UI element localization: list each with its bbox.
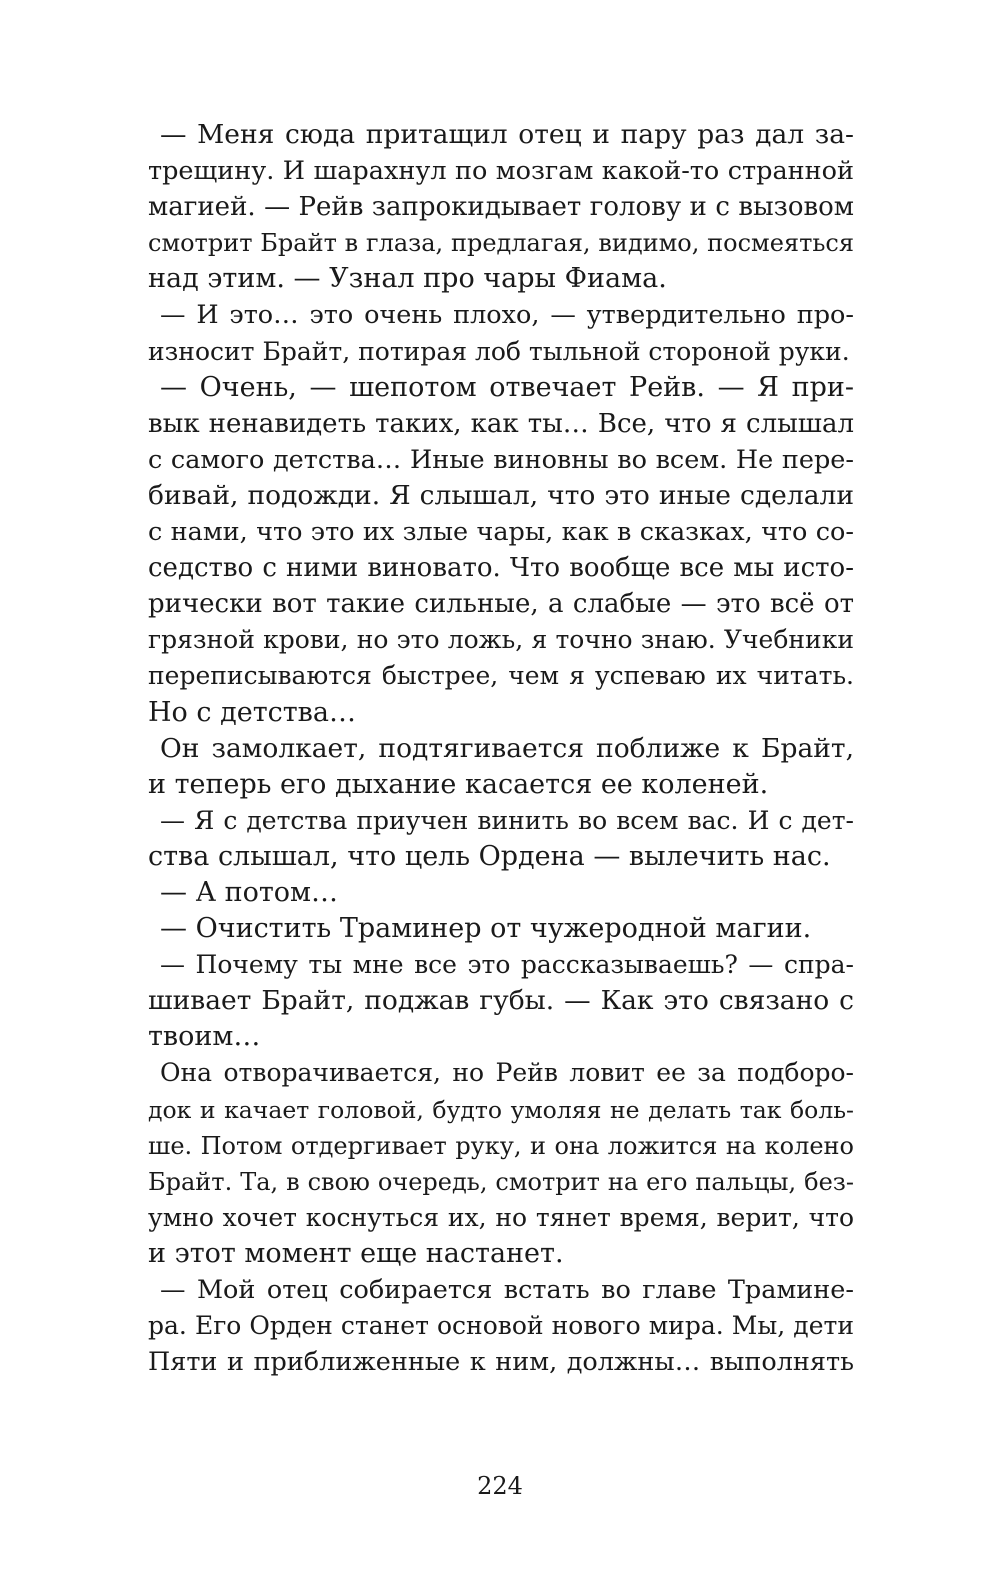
text-line: ства слышал, что цель Ордена — вылечить нас. (148, 840, 831, 872)
text-line: и этот момент еще настанет. (148, 1237, 564, 1269)
text-line: — Меня сюда притащил отец и пару раз дал за- (160, 119, 854, 150)
text-line: док и качает головой, будто умоляя не делать так боль- (148, 1095, 854, 1124)
text-line: — А потом… (160, 876, 339, 908)
text-line: над этим. — Узнал про чары Фиама. (148, 263, 667, 295)
text-line: — Я с детства приучен винить во всем вас. И с дет- (160, 805, 854, 835)
text-line: умно хочет коснуться их, но тянет время, верит, что (148, 1202, 854, 1232)
text-line: седство с ними виновато. Что вообще все мы исто- (148, 553, 854, 584)
text-line: ше. Потом отдергивает руку, и она ложится на колено (148, 1131, 854, 1160)
text-line: смотрит Брайт в глаза, предлагая, видимо, посмеяться (148, 229, 854, 258)
text-line: — И это… это очень плохо, — утвердительно про- (160, 300, 854, 331)
text-line: переписываются быстрее, чем я успеваю их читать. (148, 661, 854, 691)
page-body-text (148, 117, 854, 1380)
text-line: — Мой отец собирается встать во главе Траминe- (160, 1275, 854, 1305)
text-line: грязной крови, но это ложь, я точно знаю. Учебники (148, 625, 854, 655)
text-line: Он замолкает, подтягивается поближе к Брайт, (160, 732, 854, 764)
page-number: 224 (477, 1472, 523, 1500)
text-line: рически вот такие сильные, а слабые — это всё от (148, 589, 854, 620)
text-line: износит Брайт, потирая лоб тыльной стороной руки. (148, 336, 850, 366)
text-line: Пяти и приближенные к ним, должны… выполнять (148, 1347, 854, 1378)
text-line: — Почему ты мне все это рассказываешь? — спра- (160, 950, 854, 980)
text-line: с нами, что это их злые чары, как в сказках, что со- (148, 517, 854, 548)
text-line: трещину. И шарахнул по мозгам какой-то странной (148, 156, 854, 187)
text-line: Но с детства… (148, 696, 356, 728)
text-line: вык ненавидеть таких, как ты… Все, что я слышал (148, 408, 854, 439)
text-line: Она отворачивается, но Рейв ловит ее за подборо- (160, 1058, 854, 1088)
text-line: шивает Брайт, поджав губы. — Как это связано с (148, 985, 854, 1017)
text-line: — Очень, — шепотом отвечает Рейв. — Я при- (160, 371, 854, 403)
text-line: с самого детства… Иные виновны во всем. Не пере- (148, 444, 854, 475)
text-line: — Очистить Траминер от чужеродной магии. (160, 913, 812, 945)
text-line: магией. — Рейв запрокидывает голову и с вызовом (148, 192, 854, 223)
text-line: ра. Его Орден станет основой нового мира. Мы, дети (148, 1311, 854, 1341)
text-line: и теперь его дыхание касается ее коленей. (148, 768, 769, 800)
text-line: твоим… (148, 1021, 261, 1053)
text-line: бивай, подожди. Я слышал, что это иные сделали (148, 479, 854, 511)
text-line: Брайт. Та, в свою очередь, смотрит на его пальцы, без- (148, 1167, 854, 1196)
